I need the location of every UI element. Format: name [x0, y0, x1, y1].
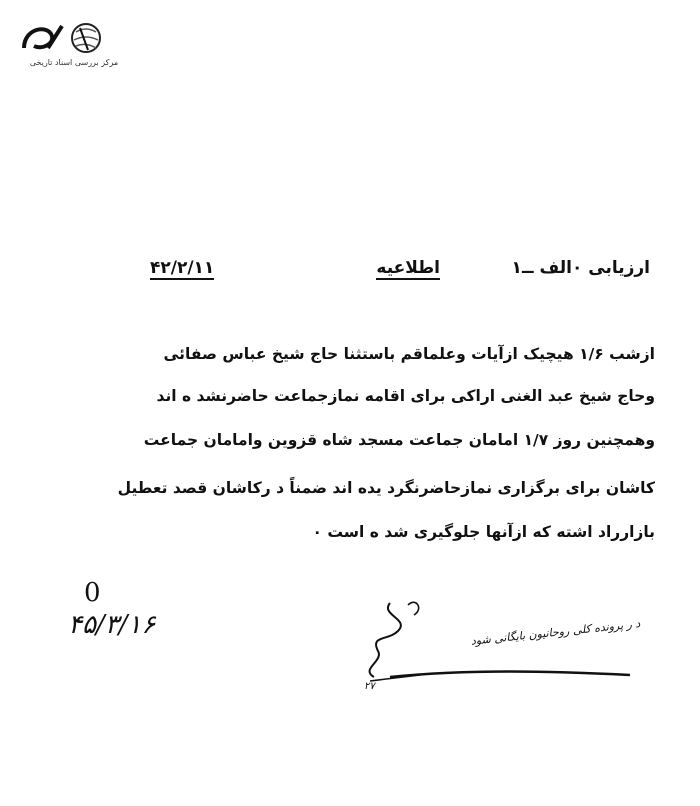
signature-scrawl — [350, 595, 640, 705]
archive-logo-icon — [18, 18, 108, 58]
handwritten-note-bottom: ۴۵/۳/۱۶ — [68, 610, 156, 640]
document-header — [150, 258, 650, 288]
handwritten-note-top: 0 — [84, 578, 101, 608]
signature-block — [350, 595, 640, 705]
handwritten-margin-note — [62, 578, 172, 648]
archive-logo — [14, 18, 124, 70]
reference-number: ارزیابی ۰الف ــ۱ — [511, 258, 650, 278]
signature-instruction: د ر پرونده کلی روحانیون بایگانی شود — [470, 617, 641, 648]
archive-logo-caption: مرکز بررسی اسناد تاریخی — [29, 58, 119, 67]
signature-number: ۲۷ — [364, 681, 375, 692]
document-title: اطلاعیه — [376, 258, 440, 278]
document-date: ۴۲/۲/۱۱ — [150, 258, 215, 278]
